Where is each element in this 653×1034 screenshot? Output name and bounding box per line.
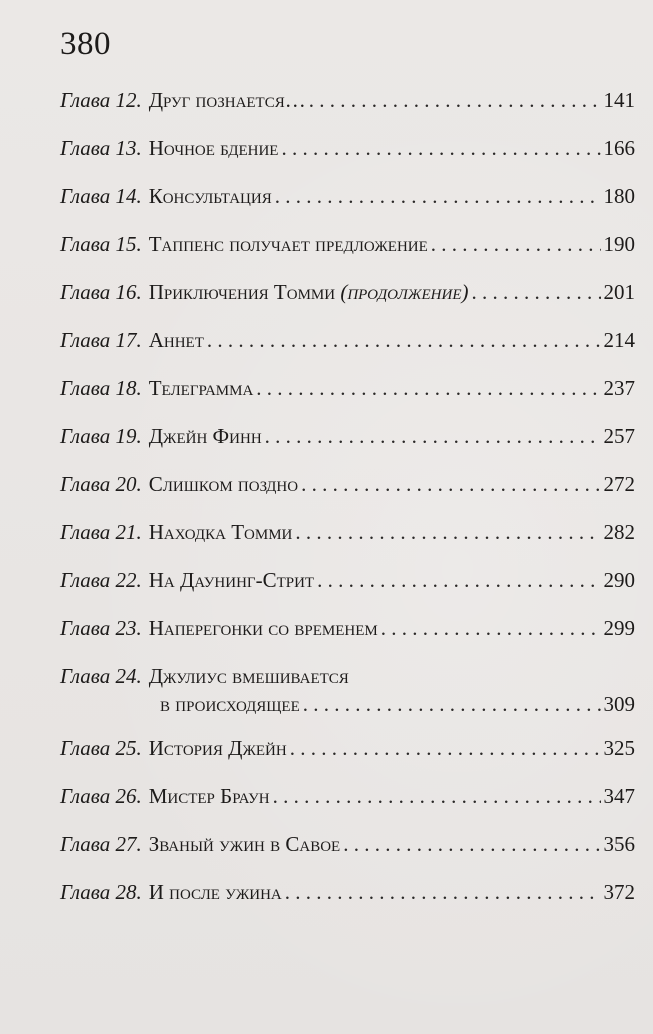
chapter-title: Консультация [148, 184, 272, 208]
chapter-page: 237 [603, 376, 635, 400]
chapter-label: Глава 13. [60, 136, 142, 160]
chapter-title: Находка Томми [148, 520, 293, 544]
toc-entry [60, 734, 635, 782]
chapter-title-continued: в происходящее [160, 692, 300, 716]
toc-entry [60, 662, 635, 734]
leader-dots [317, 566, 600, 594]
chapter-label: Глава 19. [60, 424, 142, 448]
toc-entry [60, 278, 635, 326]
chapter-page: 356 [603, 832, 635, 856]
chapter-title: История Джейн [148, 736, 287, 760]
toc-entry [60, 374, 635, 422]
leader-dots [265, 422, 601, 450]
chapter-page: 180 [603, 184, 635, 208]
chapter-label: Глава 12. [60, 88, 142, 112]
leader-dots [281, 134, 600, 162]
chapter-page: 190 [603, 232, 635, 256]
leader-dots [471, 278, 600, 306]
chapter-label: Глава 18. [60, 376, 142, 400]
chapter-title: Званый ужин в Савое [148, 832, 341, 856]
chapter-page: 214 [603, 328, 635, 352]
toc-entry [60, 614, 635, 662]
chapter-label: Глава 14. [60, 184, 142, 208]
chapter-page: 325 [603, 736, 635, 760]
toc-entry [60, 518, 635, 566]
chapter-title: На Даунинг-Стрит [148, 568, 315, 592]
chapter-title-main: Приключения Томми [148, 280, 336, 304]
chapter-label: Глава 26. [60, 784, 142, 808]
chapter-title: Слишком поздно [148, 472, 299, 496]
leader-dots [381, 614, 601, 642]
toc-entry [60, 182, 635, 230]
toc-entry [60, 134, 635, 182]
toc-entry [60, 86, 635, 134]
chapter-page: 166 [603, 136, 635, 160]
toc-entry [60, 566, 635, 614]
leader-dots [256, 374, 600, 402]
toc-entry [60, 782, 635, 830]
chapter-title: Аннет [148, 328, 204, 352]
chapter-title: Телеграмма [148, 376, 254, 400]
leader-dots [273, 782, 601, 810]
chapter-title-emphasis: (продолжение) [340, 280, 469, 304]
chapter-label: Глава 27. [60, 832, 142, 856]
leader-dots [207, 326, 601, 354]
chapter-page: 201 [603, 280, 635, 304]
chapter-label: Глава 28. [60, 880, 142, 904]
chapter-title: Таппенс получает предложение [148, 232, 428, 256]
toc-entry [60, 878, 635, 926]
leader-dots [303, 690, 601, 718]
chapter-page: 372 [603, 880, 635, 904]
chapter-label: Глава 25. [60, 736, 142, 760]
chapter-label: Глава 22. [60, 568, 142, 592]
toc-entry [60, 422, 635, 470]
leader-dots [295, 518, 600, 546]
chapter-page: 282 [603, 520, 635, 544]
chapter-title: Мистер Браун [148, 784, 270, 808]
chapter-page: 141 [603, 88, 635, 112]
chapter-label: Глава 15. [60, 232, 142, 256]
chapter-title: Ночное бдение [148, 136, 279, 160]
chapter-page: 290 [603, 568, 635, 592]
chapter-page: 299 [603, 616, 635, 640]
chapter-label: Глава 16. [60, 280, 142, 304]
leader-dots [431, 230, 601, 258]
leader-dots [285, 878, 601, 906]
chapter-title: Джейн Финн [148, 424, 262, 448]
leader-dots [343, 830, 600, 858]
chapter-page: 347 [603, 784, 635, 808]
toc-entry [60, 830, 635, 878]
toc-entry [60, 470, 635, 518]
chapter-label: Глава 24. [60, 664, 142, 688]
page-number: 380 [60, 26, 111, 62]
leader-dots [290, 734, 601, 762]
chapter-page: 272 [603, 472, 635, 496]
chapter-title: Наперегонки со временем [148, 616, 378, 640]
leader-dots [275, 182, 601, 210]
chapter-page: 257 [603, 424, 635, 448]
table-of-contents [60, 86, 635, 926]
chapter-title [149, 278, 469, 306]
toc-entry [60, 326, 635, 374]
chapter-label: Глава 23. [60, 616, 142, 640]
chapter-label: Глава 21. [60, 520, 142, 544]
chapter-title: И после ужина [148, 880, 282, 904]
leader-dots [309, 86, 601, 114]
chapter-label: Глава 20. [60, 472, 142, 496]
chapter-title: Друг познается… [148, 88, 306, 112]
chapter-label: Глава 17. [60, 328, 142, 352]
chapter-page: 309 [603, 692, 635, 716]
leader-dots [301, 470, 600, 498]
chapter-title: Джулиус вмешивается [148, 664, 349, 688]
toc-entry [60, 230, 635, 278]
